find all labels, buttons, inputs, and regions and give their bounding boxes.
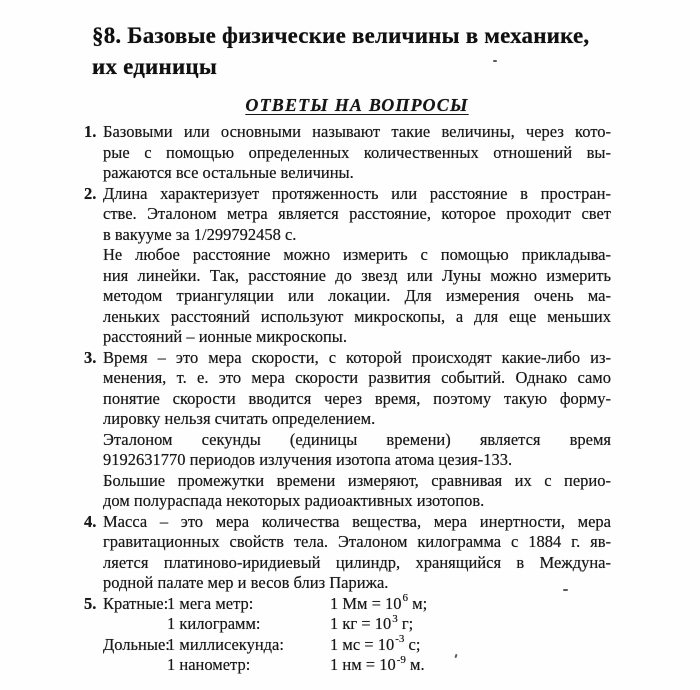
item-number: 4. — [84, 511, 97, 531]
scan-speck — [493, 60, 497, 62]
unit-equation — [330, 614, 413, 635]
text-line: Базовыми или основными называют такие величины, через кото- — [103, 122, 611, 141]
unit-row — [103, 594, 611, 615]
equation-exponent: 6 — [402, 592, 409, 604]
unit-equation — [330, 635, 420, 656]
unit-row — [103, 635, 611, 656]
item-number: 1. — [84, 122, 97, 141]
paragraph — [103, 184, 611, 246]
equation-tail: м. — [405, 655, 425, 674]
paragraph — [103, 471, 611, 512]
text-line: леньких расстояний используют микроскопы, а для еще меньших — [103, 306, 611, 326]
text-line: Не любое расстояние можно измерить с помощью прикладыва- — [103, 245, 611, 264]
text-line: понятие скорости вводится через время, поэтому такую форму- — [103, 388, 611, 408]
item-number: 2. — [84, 183, 97, 203]
text-line: Время – это мера скорости, с которой происходят какие-либо из- — [103, 347, 611, 367]
scan-speck — [563, 589, 568, 591]
unit-equation — [330, 655, 425, 676]
text-line: Длина характеризует протяженность или расстояние в простран- — [103, 183, 611, 203]
text-line: Большие промежутки времени измеряют, сравнивая их с перио- — [103, 470, 611, 490]
text-line: Масса – это мера количества вещества, мера инертности, мера — [103, 511, 611, 531]
list-item-3 — [84, 347, 611, 512]
equation-tail: с; — [404, 634, 421, 654]
equation-tail: м; — [408, 593, 428, 613]
text-line: родной палате мер и весов близ Парижа. — [103, 573, 389, 592]
unit-group-label: Дольные: — [103, 634, 170, 654]
unit-group-label: Кратные: — [103, 593, 169, 613]
text-line: менения, т. е. это мера скорости развития событий. Однако само — [103, 368, 611, 387]
text-line: рые с помощью определенных количественных отношений вы- — [103, 142, 611, 162]
answers-heading-wrap — [103, 95, 611, 116]
answers-list — [84, 122, 611, 676]
text-line: гравитационных свойств тела. Эталоном килограмма с 1884 г. яв- — [103, 532, 611, 551]
item-number: 3. — [84, 347, 97, 367]
text-line: ляется платиново-иридиевый цилиндр, хранящийся в Междуна- — [103, 552, 611, 572]
equation-base: 1 нм = 10 — [330, 655, 396, 674]
unit-group-label — [103, 655, 167, 676]
text-line: Эталоном секунды (единицы времени) является время — [103, 429, 611, 449]
equation-tail: г; — [397, 614, 414, 633]
paragraph — [103, 512, 611, 594]
section-title-line1: §8. Базовые физические величины в механике, — [92, 23, 590, 48]
equation-exponent: -9 — [396, 653, 406, 666]
equation-base: 1 Мм = 10 — [330, 593, 402, 613]
unit-name: 1 нанометр: — [167, 655, 251, 674]
paragraph — [103, 245, 611, 348]
text-line: лировку нельзя считать определением. — [103, 409, 376, 428]
unit-name: 1 килограмм: — [167, 614, 261, 633]
section-title — [92, 20, 607, 82]
text-line: методом триангуляции или локации. Для измерения очень ма- — [103, 286, 611, 305]
unit-group-label — [103, 614, 167, 635]
item-number: 5. — [84, 593, 97, 613]
text-line: ния линейки. Так, расстояние до звезд или Луны можно измерить — [103, 265, 611, 285]
unit-row — [103, 655, 611, 676]
answers-heading: ОТВЕТЫ НА ВОПРОСЫ — [245, 95, 469, 115]
equation-exponent: 3 — [392, 612, 398, 625]
text-line: ражаются все остальные величины. — [103, 163, 354, 182]
list-item-4 — [84, 511, 611, 594]
text-line: расстояний – ионные микроскопы. — [103, 327, 347, 346]
text-line: в вакууме за 1/299792458 с. — [103, 224, 297, 244]
unit-name: 1 миллисекунда: — [167, 634, 284, 654]
unit-row — [103, 614, 611, 635]
text-line: 9192631770 периодов излучения изотопа атома цезия-133. — [103, 450, 513, 469]
equation-base: 1 мс = 10 — [330, 634, 395, 654]
section-title-line2: их единицы — [92, 54, 218, 79]
paragraph — [103, 122, 611, 184]
unit-name: 1 мега метр: — [167, 593, 254, 613]
list-item-1 — [84, 122, 611, 184]
unit-equation — [330, 594, 427, 615]
list-item-5-units-table — [84, 592, 611, 676]
equation-exponent: -3 — [395, 633, 405, 645]
text-line: дом полураспада некоторых радиоактивных изотопов. — [103, 491, 485, 510]
paragraph — [103, 430, 611, 471]
list-item-2 — [84, 183, 611, 348]
text-line: стве. Эталоном метра является расстояние, которое проходит свет — [103, 204, 611, 223]
equation-base: 1 кг = 10 — [330, 614, 392, 633]
paragraph — [103, 348, 611, 430]
